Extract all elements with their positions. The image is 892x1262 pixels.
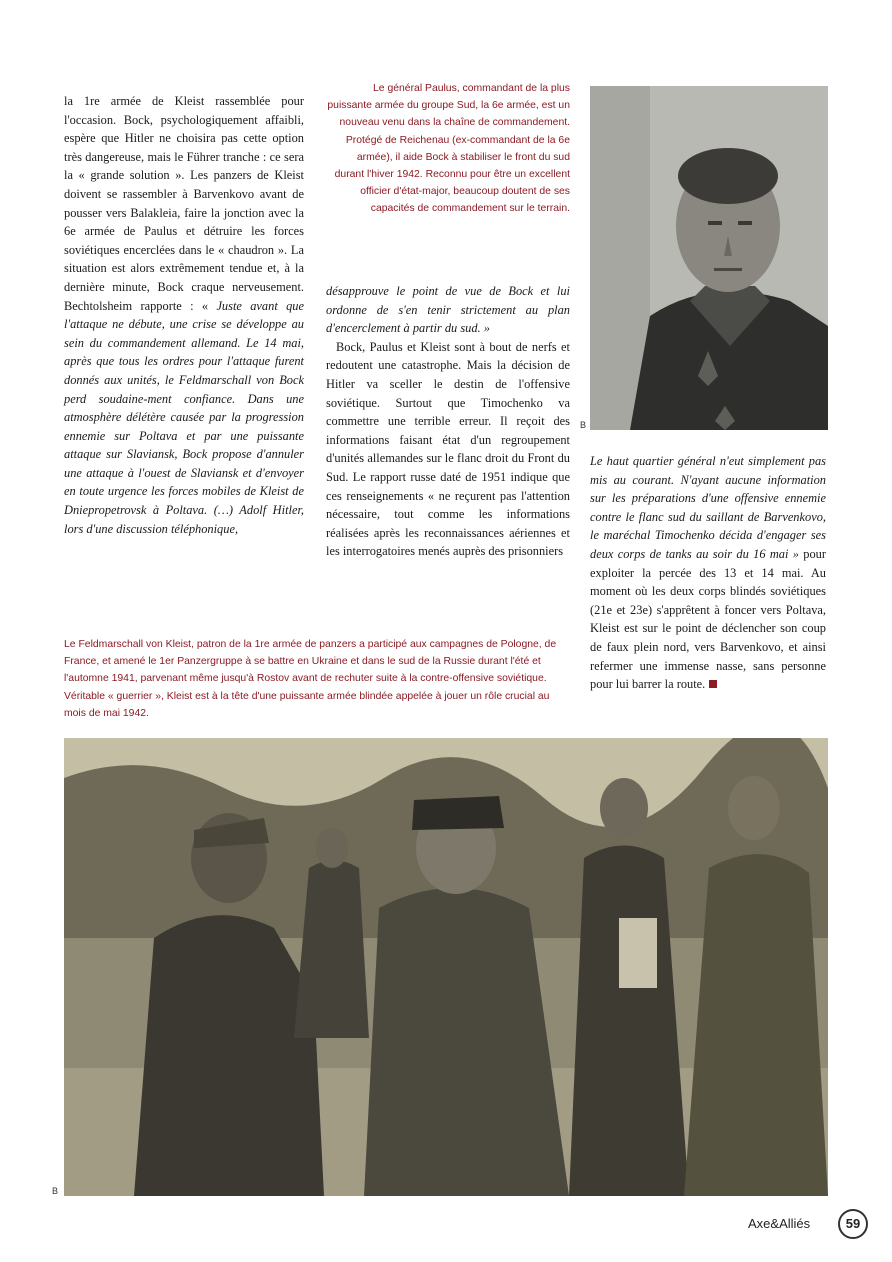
column-1-text [64, 92, 304, 538]
group-illustration [64, 738, 828, 1196]
photo-credit: B [52, 1186, 59, 1196]
paulus-portrait-photo [590, 86, 828, 430]
magazine-brand: Axe&Alliés [748, 1216, 811, 1231]
article-column-1 [64, 92, 304, 538]
col2-paragraph: Bock, Paulus et Kleist sont à bout de nerfs et redoutent une catastrophe. Mais la décision de Hitler va sceller le destin de l'offensive soviétique. Surtout que Timochenko va commettre une terrible erreur. Il reçoit des informations faisant état d'un regroupement d'unités allemandes sur le flanc droit du Front du Sud. Le rapport russe daté de 1951 indique que ces renseignements « ne reçurent pas l'attention nécessaire, tout comme les informations réalisées après les reconnaissances aériennes et les interrogatoires menés auprès des prisonniers [326, 339, 570, 559]
paulus-photo-caption: Le général Paulus, commandant de la plus puissante armée du groupe Sud, la 6e armée, est un nouveau venu dans la chaîne de commandement. Protégé de Reichenau (ex-commandant de la 6e armée), il aide Bock à stabiliser le front du sud durant l'hiver 1942. Reconnu pour être un excellent officier d'état-major, beaucoup doutent de ses capacités de commandement sur le terrain. [327, 83, 570, 215]
article-column-2 [326, 282, 570, 561]
column-3-text [590, 452, 826, 694]
col2-quote: désapprouve le point de vue de Bock et lui ordonne de s'en tenir strictement au plan d'encerclement à partir du sud. » [326, 284, 570, 336]
col3-quote: Le haut quartier général n'eut simplement pas mis au courant. N'ayant aucune information sur les préparations d'une offensive ennemie contre le flanc sud du saillant de Barvenkovo, le maréchal Timochenko décida d'engager ses deux corps de tanks au soir du 16 mai » [590, 454, 826, 561]
article-column-3 [590, 452, 826, 694]
col3-paragraph: pour exploiter la percée des 13 et 14 mai. Au moment où les deux corps blindés soviétiques (21e et 23e) s'apprêtent à foncer vers Poltava, Kleist est sur le point de déclencher son coup de faux plein nord, vers Barvenkovo, et ainsi refermer une immense nasse, sans personne pour lui barrer la route. [590, 546, 827, 692]
col1-quote: Juste avant que l'attaque ne débute, une crise se développe au sein du commandement allemand. Le 14 mai, après que tous les ordres pour l'attaque furent donnés aux unités, le Feldmarschall von Bock perd soudaine-ment confiance. Dans une atmosphère délétère causée par la progression ennemie sur Poltava et par une puissante attaque sur Slaviansk, Bock propose d'annuler une attaque à l'ouest de Slaviansk et d'envoyer en toute urgence les forces mobiles de Kleist de Dniepropetrovsk à Poltava. (…) Adolf Hitler, lors d'une discussion téléphonique, [64, 298, 304, 536]
kleist-photo-caption: Le Feldmarschall von Kleist, patron de la 1re armée de panzers a participé aux campagnes de Pologne, de France, et amené le 1er Panzergruppe à se battre en Ukraine et dans le sud de la Russie durant l'été et l'automne 1941, parvenant même jusqu'à Rostov avant de rechuter suite à la contre-offensive soviétique. Véritable « guerrier », Kleist est à la tête d'une puissante armée blindée appelée à jouer un rôle crucial au mois de mai 1942. [64, 639, 557, 719]
portrait-illustration [590, 86, 828, 430]
col1-paragraph: la 1re armée de Kleist rassemblée pour l'occasion. Bock, psychologiquement affaibli, espère que Hitler ne choisira pas cette option très dangereuse, mais le Führer tranche : ce sera la « grande solution ». Les panzers de Kleist doivent se rassembler à Barvenkovo avant de pousser vers Balakleia, faire la jonction avec la 6e armée de Paulus et détruire les forces soviétiques encerclées dans le « chaudron ». La situation est alors extrêmement tendue et, à la dernière minute, Bock craque nerveusement. Bechtolsheim rapporte : « [64, 94, 304, 313]
article-end-mark [709, 680, 717, 688]
page-number: 59 [838, 1209, 868, 1239]
kleist-group-photo [64, 738, 828, 1196]
photo-credit: B [580, 420, 587, 430]
